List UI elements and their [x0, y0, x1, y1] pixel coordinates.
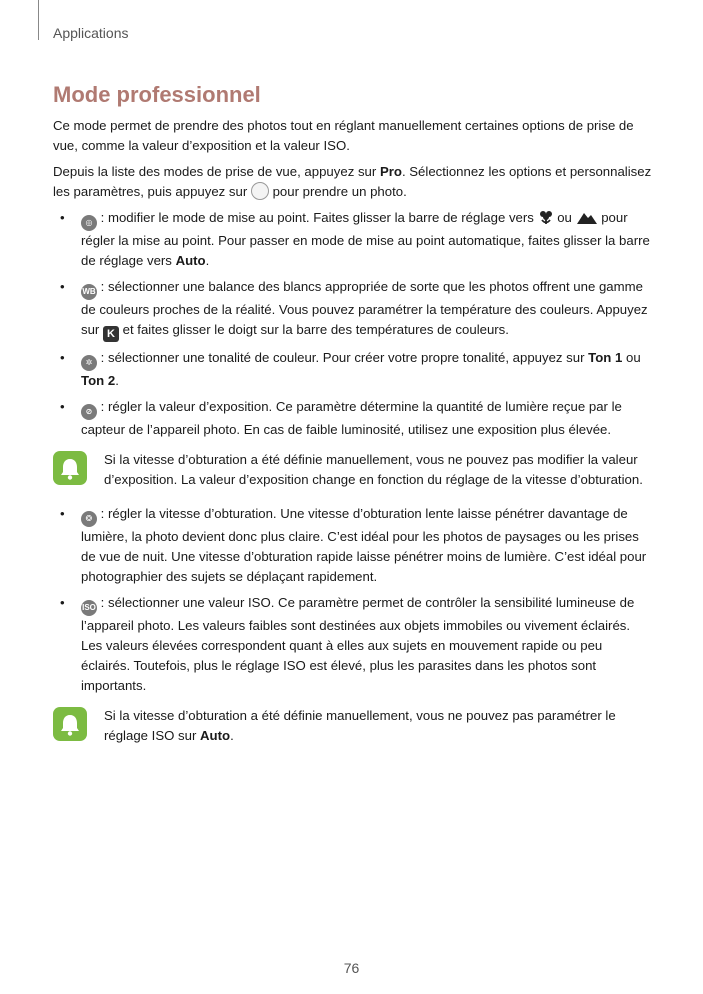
list-item-focus: • ◎ : modifier le mode de mise au point. Faites glisser la barre de réglage vers ou pour régler la mise au point. Pour passer en mode de mise au point automatique, faites glisser la barre de réglage vers Auto. [60, 210, 650, 268]
flower-macro-icon [538, 209, 554, 231]
exposure-icon: ⊘ [81, 404, 97, 420]
page-number: 76 [343, 960, 360, 976]
list-item-white-balance: • WB : sélectionner une balance des blancs appropriée de sorte que les photos offrent une gamme de couleurs proches de la réalité. Vous pouvez paramétrer la température des couleurs. Appuyez sur K et faites glisser le doigt sur la barre des températures de couleurs. [60, 279, 648, 340]
shutter-button-icon [251, 182, 269, 200]
white-balance-icon: WB [81, 284, 97, 300]
pro-mode-label: Pro [379, 164, 402, 179]
list-item-iso: • ISO : sélectionner une valeur ISO. Ce paramètre permet de contrôler la sensibilité lumineuse de l’appareil photo. Les valeurs faibles sont destinées aux objets immobiles ou vivement éclairés. Les valeurs élevées correspondent quant à elles aux sujets en mouvement rapide ou peu éclairés. Toutefois, plus le réglage ISO est élevé, plus les parasites dans les photos sont importants. [60, 595, 635, 693]
page-title: Mode professionnel [53, 82, 261, 107]
list-item-exposure: • ⊘ : régler la valeur d’exposition. Ce paramètre détermine la quantité de lumière reçue par le capteur de l’appareil photo. En cas de faible luminosité, utilisez une exposition plus élevée. [60, 399, 622, 437]
bell-icon [53, 451, 87, 485]
bell-icon [53, 707, 87, 741]
intro-paragraph: Ce mode permet de prendre des photos tout en réglant manuellement certaines options de prise de vue, comme la valeur d’exposition et la valeur ISO. [53, 118, 634, 153]
list-item-tone: • ✲ : sélectionner une tonalité de couleur. Pour créer votre propre tonalité, appuyez sur Ton 1 ou Ton 2. [60, 350, 641, 388]
shutter-speed-icon: ❂ [81, 511, 97, 527]
note-exposure: Si la vitesse d’obturation a été définie manuellement, vous ne pouvez pas modifier la valeur d’exposition. La valeur d’exposition change en fonction du réglage de la vitesse d’obturation. [53, 450, 653, 490]
instructions-paragraph: Depuis la liste des modes de prise de vue, appuyez sur Pro. Sélectionnez les options et personnalisez les paramètres, puis appuyez sur pour prendre un photo. [53, 164, 652, 199]
tone-icon: ✲ [81, 355, 97, 371]
note-iso: Si la vitesse d’obturation a été définie manuellement, vous ne pouvez pas paramétrer le réglage ISO sur Auto. [53, 706, 653, 746]
focus-icon: ◎ [81, 215, 97, 231]
kelvin-icon: K [103, 326, 119, 342]
list-item-shutter-speed: • ❂ : régler la vitesse d’obturation. Une vitesse d’obturation lente laisse pénétrer davantage de lumière, la photo devient donc plus claire. C’est idéal pour les photos de paysages ou les prises de vue de nuit. Une vitesse d’obturation rapide laisse pénétrer moins de lumière. C’est idéal pour photographier des sujets se déplaçant rapidement. [60, 506, 647, 584]
main-content [53, 116, 653, 760]
mountain-infinity-icon [576, 209, 598, 231]
section-header: Applications [53, 25, 129, 41]
header-divider [38, 0, 39, 40]
iso-icon: ISO [81, 600, 97, 616]
